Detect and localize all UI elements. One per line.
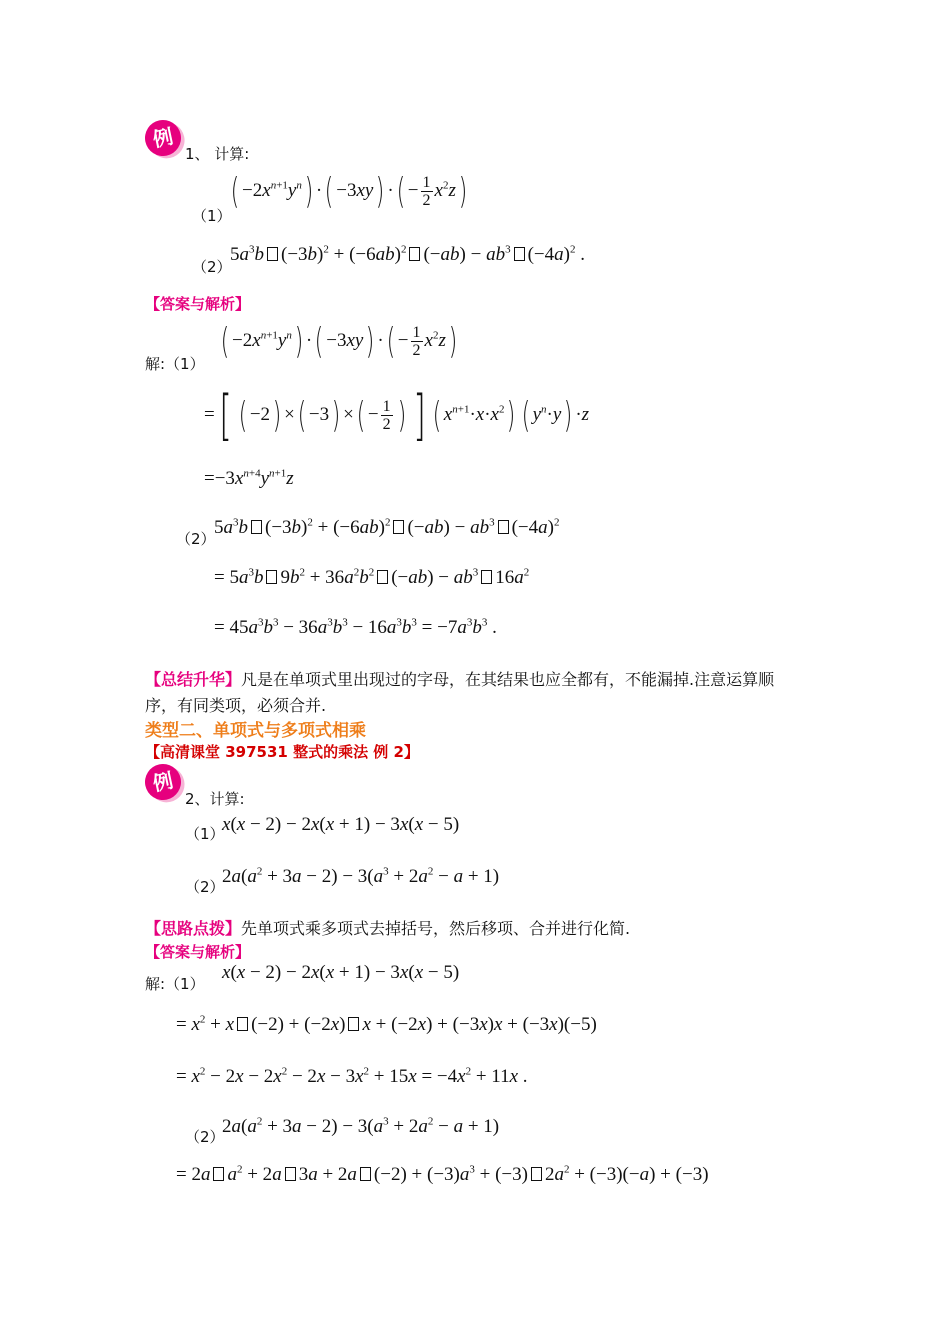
answer-header-1: 【答案与解析】 <box>145 295 251 313</box>
ans1-step1: =[ ( −2) ×( −3) ×( − $\frac{1}{2}$ ) ] ( $x^{n+1}\cdot x\cdot x^2$) ( $y^n\cdot y) \cdot z$ <box>204 383 590 447</box>
ans1-part2-label: （2） <box>176 530 216 548</box>
ans2-jie-label: 解:（1） <box>145 975 205 993</box>
ex2-part2-expression: $2a(a^2 + 3a - 2) - 3(a^3 + 2a^2 - a + 1)$ <box>222 865 500 887</box>
example-badge-icon: 例 <box>142 117 185 160</box>
example-badge-icon: 例 <box>142 761 185 804</box>
ans2-step1: = $x^2 + x$ (−2) + (−2x) x + (−2x) + (−3x)x + (−3x)(−5) <box>176 1013 597 1035</box>
hint-line <box>145 916 630 939</box>
summary-tag: 【总结升华】 <box>145 670 242 689</box>
type2-link[interactable]: 【高清课堂 397531 整式的乘法 例 2】 <box>145 743 419 761</box>
answer-header-2: 【答案与解析】 <box>145 943 251 961</box>
ex1-part2-expression: $5a^3b$ $(-3b)^2 + (-6ab)^2$ $(-ab) - ab^3$ $(-4a)^2$ . <box>230 243 585 265</box>
ans2-part2-step1: = 2a $a^2 + 2a$ 3a + 2a $(-2) + (-3)a^3 + (-3) 2a^2 + (-3)(-a) + (-3)$ <box>176 1163 709 1185</box>
ans2-part2-expression: $2a(a^2 + 3a - 2) - 3(a^3 + 2a^2 - a + 1)$ <box>222 1115 500 1137</box>
ex1-part1-expression: ( $-2x^{n+1}y^n$) ·( −3xy) ·( − $\frac{1}{2}$ $x^2z$) <box>230 170 468 212</box>
ans2-step2: = $x^2 - 2x - 2x^2 - 2x - 3x^2 + 15x = -4x^2 + 11x$ . <box>176 1065 528 1087</box>
ex1-part2-label: （2） <box>192 258 232 276</box>
ans2-part2-label: （2） <box>185 1128 225 1146</box>
ex2-part2-label: （2） <box>185 878 225 896</box>
ans1-jie-label: 解:（1） <box>145 355 205 373</box>
summary-text-1: 凡是在单项式里出现过的字母，在其结果也应全都有，不能漏掉.注意运算顺 <box>241 670 775 689</box>
ex2-part1-label: （1） <box>185 825 225 843</box>
ex2-part1-expression: x(x − 2) − 2x(x + 1) − 3x(x − 5) <box>222 814 460 835</box>
ans1-part2-step2: = $45a^3b^3 - 36a^3b^3 - 16a^3b^3 = -7a^3b^3$ . <box>214 616 497 638</box>
hint-tag: 【思路点拨】 <box>145 919 242 938</box>
example-2-label: 2、计算: <box>185 790 245 808</box>
ans1-step2: $=-3x^{n+4}y^{n+1}z$ <box>204 467 294 489</box>
ex1-part1-label: （1） <box>192 207 232 225</box>
ans2-expression: x(x − 2) − 2x(x + 1) − 3x(x − 5) <box>222 962 460 983</box>
summary-text-2: 序，有同类项，必须合并. <box>145 696 327 715</box>
summary-line-1 <box>145 667 774 690</box>
ans1-part2-expression: $5a^3b$ $(-3b)^2 + (-6ab)^2$ $(-ab) - ab^3$ $(-4a)^2$ <box>214 516 560 538</box>
type2-title: 类型二、单项式与多项式相乘 <box>145 721 366 741</box>
ans1-part2-step1: = $5a^3b$ $9b^2 + 36a^2b^2$ $(-ab) - ab^3$ $16a^2$ <box>214 566 530 588</box>
hint-text: 先单项式乘多项式去掉括号，然后移项、合并进行化简. <box>241 919 631 938</box>
example-1-label: 1、 计算: <box>185 145 250 163</box>
ans1-expression: ( $-2x^{n+1}y^n$) ·( −3xy) ·( − $\frac{1}{2}$ $x^2z$) <box>220 320 458 362</box>
